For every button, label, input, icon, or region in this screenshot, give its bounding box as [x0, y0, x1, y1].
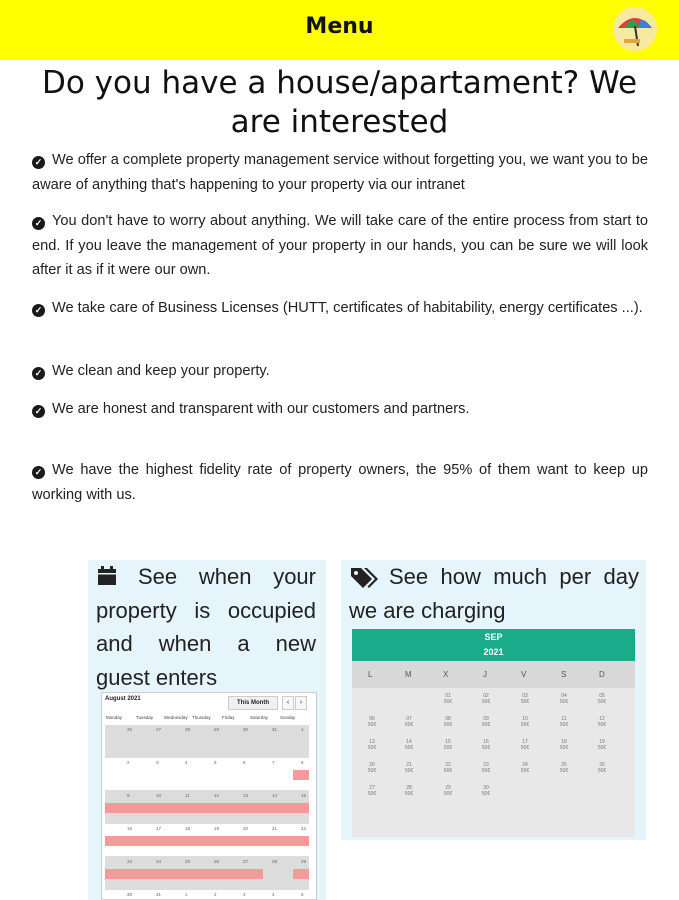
check-circle-icon: ✓ [32, 304, 45, 317]
day-number: 01 [445, 693, 451, 699]
day-price: 50€ [443, 745, 453, 751]
calendar-header [352, 629, 635, 661]
price-day-cell[interactable] [362, 716, 382, 728]
day-number: 22 [445, 762, 451, 768]
weekday-label: M [405, 670, 412, 679]
day-number: 15 [301, 793, 307, 798]
day-price: 50€ [367, 745, 377, 751]
day-price: 50€ [520, 768, 530, 774]
day-price: 50€ [597, 699, 607, 705]
weekday-label: S [561, 670, 567, 679]
weekday-label: Tuesday [136, 715, 154, 720]
day-number: 21 [406, 762, 412, 768]
day-number: 7 [272, 760, 275, 765]
day-number: 10 [156, 793, 162, 798]
day-number: 4 [272, 892, 275, 897]
day-number: 1 [185, 892, 188, 897]
day-number: 23 [127, 859, 133, 864]
day-number: 8 [301, 760, 304, 765]
day-number: 5 [301, 892, 304, 897]
day-number: 17 [156, 826, 162, 831]
calendar-week [105, 890, 309, 900]
feature-point [32, 397, 648, 422]
day-price: 50€ [443, 722, 453, 728]
price-day-cell[interactable] [515, 739, 535, 751]
day-price: 50€ [597, 745, 607, 751]
day-price: 50€ [520, 745, 530, 751]
day-price: 50€ [367, 768, 377, 774]
price-day-cell[interactable] [399, 785, 419, 797]
price-day-cell[interactable] [592, 716, 612, 728]
feature-point [32, 458, 648, 507]
day-price: 50€ [597, 722, 607, 728]
day-number: 31 [272, 727, 278, 732]
day-price: 50€ [481, 745, 491, 751]
day-price: 50€ [404, 722, 414, 728]
day-price: 50€ [481, 768, 491, 774]
price-day-cell[interactable] [554, 716, 574, 728]
day-number: 30 [483, 785, 489, 791]
day-number: 30 [243, 727, 249, 732]
weekday-label: X [443, 670, 449, 679]
price-day-cell[interactable] [554, 693, 574, 705]
price-day-cell[interactable] [438, 785, 458, 797]
day-number: 15 [445, 739, 451, 745]
check-circle-icon: ✓ [32, 466, 45, 479]
day-number: 21 [272, 826, 278, 831]
day-number: 3 [156, 760, 159, 765]
price-day-cell[interactable] [592, 762, 612, 774]
price-day-cell[interactable] [592, 739, 612, 751]
day-price: 50€ [481, 791, 491, 797]
check-circle-icon: ✓ [32, 367, 45, 380]
weekday-label: J [483, 670, 487, 679]
day-number: 6 [243, 760, 246, 765]
day-number: 02 [483, 693, 489, 699]
occupancy-calendar [101, 692, 317, 900]
weekday-label: Thursday [192, 715, 211, 720]
day-price: 50€ [520, 699, 530, 705]
day-number: 28 [272, 859, 278, 864]
weekday-label: Monday [106, 715, 123, 720]
price-day-cell[interactable] [554, 762, 574, 774]
price-day-cell[interactable] [438, 762, 458, 774]
price-day-cell[interactable] [476, 693, 496, 705]
day-number: 03 [522, 693, 528, 699]
day-number: 12 [599, 716, 605, 722]
price-day-cell[interactable] [362, 762, 382, 774]
day-number: 14 [406, 739, 412, 745]
price-day-cell[interactable] [399, 762, 419, 774]
day-number: 19 [599, 739, 605, 745]
day-number: 19 [214, 826, 220, 831]
check-circle-icon: ✓ [32, 217, 45, 230]
weekday-label: L [368, 670, 373, 679]
day-number: 20 [369, 762, 375, 768]
menu-button[interactable]: Menu [305, 14, 374, 39]
day-price: 50€ [481, 722, 491, 728]
pricing-calendar [352, 629, 635, 837]
day-price: 50€ [443, 791, 453, 797]
weekday-label: Sunday [280, 715, 296, 720]
price-day-cell[interactable] [438, 716, 458, 728]
weekday-label: Saturday [250, 715, 269, 720]
check-circle-icon: ✓ [32, 156, 45, 169]
weekday-header [352, 661, 635, 688]
feature-text: We clean and keep your property. [52, 363, 270, 379]
day-price: 50€ [404, 745, 414, 751]
day-number: 3 [243, 892, 246, 897]
day-number: 12 [214, 793, 220, 798]
day-number: 27 [369, 785, 375, 791]
day-number: 2 [214, 892, 217, 897]
day-number: 31 [156, 892, 162, 897]
calendar-year: 2021 [483, 647, 504, 657]
price-day-cell[interactable] [362, 739, 382, 751]
feature-point [32, 296, 648, 321]
day-price: 50€ [559, 722, 569, 728]
day-number: 08 [445, 716, 451, 722]
day-number: 17 [522, 739, 528, 745]
weekday-label: Wednesday [164, 715, 188, 720]
price-day-cell[interactable] [515, 693, 535, 705]
card-title: See how much per day we are charging [349, 564, 639, 623]
calendar-week [105, 824, 309, 857]
price-day-cell[interactable] [476, 739, 496, 751]
price-day-cell[interactable] [399, 739, 419, 751]
day-number: 09 [483, 716, 489, 722]
card-title: See when your property is occupied and when a new guest enters [96, 564, 316, 690]
price-day-cell[interactable] [592, 693, 612, 705]
check-circle-icon: ✓ [32, 405, 45, 418]
day-number: 07 [406, 716, 412, 722]
day-number: 26 [214, 859, 220, 864]
day-price: 50€ [367, 722, 377, 728]
top-bar [0, 0, 679, 60]
booking-bar[interactable] [105, 803, 309, 813]
day-price: 50€ [443, 699, 453, 705]
day-price: 50€ [367, 791, 377, 797]
day-number: 9 [127, 793, 130, 798]
day-number: 5 [214, 760, 217, 765]
price-day-cell[interactable] [476, 716, 496, 728]
day-number: 28 [406, 785, 412, 791]
feature-text: We have the highest fidelity rate of property owners, the 95% of them want to keep up working with us. [32, 462, 648, 503]
day-number: 13 [369, 739, 375, 745]
calendar-month-label: August 2021 [105, 696, 141, 702]
booking-bar[interactable] [105, 836, 309, 846]
day-number: 27 [156, 727, 162, 732]
day-number: 20 [243, 826, 249, 831]
day-number: 2 [127, 760, 130, 765]
calendar-week [105, 857, 309, 890]
day-number: 18 [185, 826, 191, 831]
day-price: 50€ [404, 768, 414, 774]
day-price: 50€ [404, 791, 414, 797]
page-title: Do you have a house/apartament? We are interested [41, 65, 638, 140]
price-day-cell[interactable] [438, 739, 458, 751]
calendar-week [105, 758, 309, 791]
day-number: 24 [156, 859, 162, 864]
day-price: 50€ [597, 768, 607, 774]
feature-text: We offer a complete property management service without forgetting you, we want you to be aware of anything that's happening to your property via our intranet [32, 152, 648, 193]
day-price: 50€ [443, 768, 453, 774]
price-day-cell[interactable] [362, 785, 382, 797]
day-number: 4 [185, 760, 188, 765]
weekday-label: D [599, 670, 605, 679]
next-month-button[interactable]: › [295, 696, 307, 710]
booking-bar[interactable] [293, 869, 309, 879]
booking-bar[interactable] [105, 869, 263, 879]
day-number: 13 [243, 793, 249, 798]
feature-point [32, 209, 648, 283]
day-number: 18 [561, 739, 567, 745]
day-number: 26 [599, 762, 605, 768]
day-number: 28 [185, 727, 191, 732]
calendar-week [105, 725, 309, 758]
day-price: 50€ [481, 699, 491, 705]
calendar-month: SEP [484, 632, 503, 642]
day-number: 11 [561, 716, 567, 722]
day-number: 27 [243, 859, 249, 864]
day-number: 16 [127, 826, 133, 831]
day-price: 50€ [559, 699, 569, 705]
day-price: 50€ [559, 768, 569, 774]
this-month-button[interactable]: This Month [228, 696, 278, 710]
day-number: 14 [272, 793, 278, 798]
day-number: 22 [301, 826, 307, 831]
day-number: 30 [127, 892, 133, 897]
day-number: 10 [522, 716, 528, 722]
booking-bar[interactable] [293, 770, 309, 780]
feature-text: You don't have to worry about anything. We will take care of the entire process from start to end. If you leave the management of your property in our hands, you can be sure we will look after it as if it were our own. [32, 213, 648, 278]
day-number: 23 [483, 762, 489, 768]
weekday-label: V [521, 670, 527, 679]
day-number: 29 [445, 785, 451, 791]
day-number: 29 [214, 727, 220, 732]
weekday-header [102, 713, 317, 723]
feature-text: We take care of Business Licenses (HUTT, certificates of habitability, energy certificates ...). [52, 300, 643, 316]
feature-point [32, 359, 648, 384]
day-number: 29 [301, 859, 307, 864]
prev-month-button[interactable]: ‹ [282, 696, 294, 710]
day-number: 24 [522, 762, 528, 768]
price-day-cell[interactable] [554, 739, 574, 751]
day-price: 50€ [520, 722, 530, 728]
day-number: 05 [599, 693, 605, 699]
feature-text: We are honest and transparent with our customers and partners. [52, 401, 470, 417]
day-number: 25 [561, 762, 567, 768]
price-day-cell[interactable] [515, 716, 535, 728]
feature-point [32, 148, 648, 197]
price-day-cell[interactable] [476, 785, 496, 797]
day-number: 04 [561, 693, 567, 699]
day-number: 06 [369, 716, 375, 722]
day-number: 11 [185, 793, 190, 798]
price-day-cell[interactable] [438, 693, 458, 705]
day-number: 26 [127, 727, 133, 732]
calendar-week [105, 791, 309, 824]
price-day-cell[interactable] [399, 716, 419, 728]
day-number: 1 [301, 727, 304, 732]
weekday-label: Friday [222, 715, 235, 720]
beach-umbrella-icon[interactable] [612, 6, 658, 52]
calendar-grid [105, 725, 309, 900]
day-price: 50€ [559, 745, 569, 751]
price-day-cell[interactable] [515, 762, 535, 774]
price-day-cell[interactable] [476, 762, 496, 774]
day-number: 16 [483, 739, 489, 745]
day-number: 25 [185, 859, 191, 864]
